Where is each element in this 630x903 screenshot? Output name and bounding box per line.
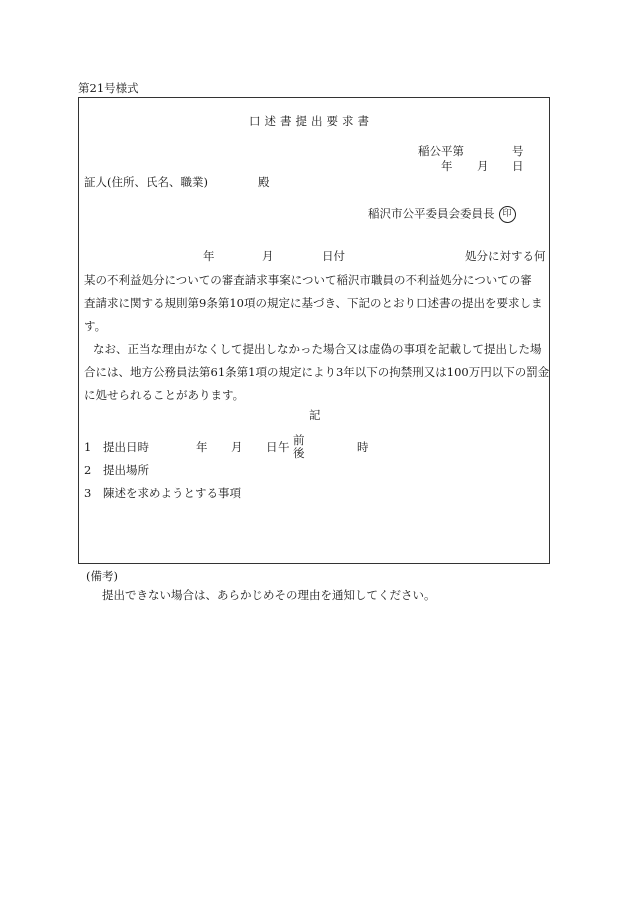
- body-line4: す。: [84, 319, 107, 333]
- issuer: [368, 206, 516, 223]
- body-line3: 査請求に関する規則第9条第10項の規定に基づき、下記のとおり口述書の提出を要求しま: [84, 296, 543, 310]
- seal-mark: 印: [499, 206, 516, 223]
- doc-number-suffix: 号: [512, 144, 524, 158]
- doc-number-prefix: 稲公平第: [418, 144, 464, 158]
- item1-label: 提出日時: [103, 440, 149, 454]
- remarks-text: 提出できない場合は、あらかじめその理由を通知してください。: [102, 588, 436, 602]
- remarks-heading: (備考): [86, 569, 118, 583]
- issuer-name: 稲沢市公平委員会委員長: [368, 206, 495, 221]
- body-line2: 某の不利益処分についての審査請求事案について稲沢市職員の不利益処分についての審: [84, 273, 532, 287]
- item1-pm-top: 前: [293, 433, 305, 447]
- item1-number: 1: [84, 440, 92, 454]
- body-line5: なお、正当な理由がなくして提出しなかった場合又は虚偽の事項を記載して提出した場: [93, 342, 542, 356]
- ki-heading: 記: [309, 408, 321, 422]
- item1-month: 月: [231, 440, 243, 454]
- item2-number: 2: [84, 463, 92, 477]
- item2-label: 提出場所: [103, 463, 149, 477]
- addressee-honorific: 殿: [258, 175, 270, 189]
- body-paragraph-1: [84, 269, 546, 338]
- item1-year: 年: [196, 440, 208, 454]
- item3-number: 3: [84, 486, 92, 500]
- form-number: 第21号様式: [78, 81, 139, 95]
- body-line1-year: 年: [203, 249, 215, 263]
- body-paragraph-2: [84, 338, 550, 407]
- date-day: 日: [512, 159, 524, 173]
- date-year: 年: [441, 159, 453, 173]
- item1-pm-bottom: 後: [293, 446, 305, 460]
- body-line1-date: 日付: [322, 249, 345, 263]
- addressee-label: 証人(住所、氏名、職業): [84, 175, 208, 189]
- body-line1-month: 月: [262, 249, 274, 263]
- item1-am: 午: [278, 440, 290, 454]
- body-line1-end: 処分に対する何: [465, 249, 546, 263]
- body-line7: に処せられることがあります。: [84, 388, 245, 402]
- item3-label: 陳述を求めようとする事項: [103, 486, 241, 500]
- body-line6: 合には、地方公務員法第61条第1項の規定により3年以下の拘禁刑又は100万円以下の罰金: [84, 365, 550, 379]
- item1-hour: 時: [357, 440, 369, 454]
- form-title: 口述書提出要求書: [249, 114, 373, 128]
- item1-ampm-stack: [293, 434, 305, 460]
- item1-day: 日: [266, 440, 278, 454]
- date-month: 月: [477, 159, 489, 173]
